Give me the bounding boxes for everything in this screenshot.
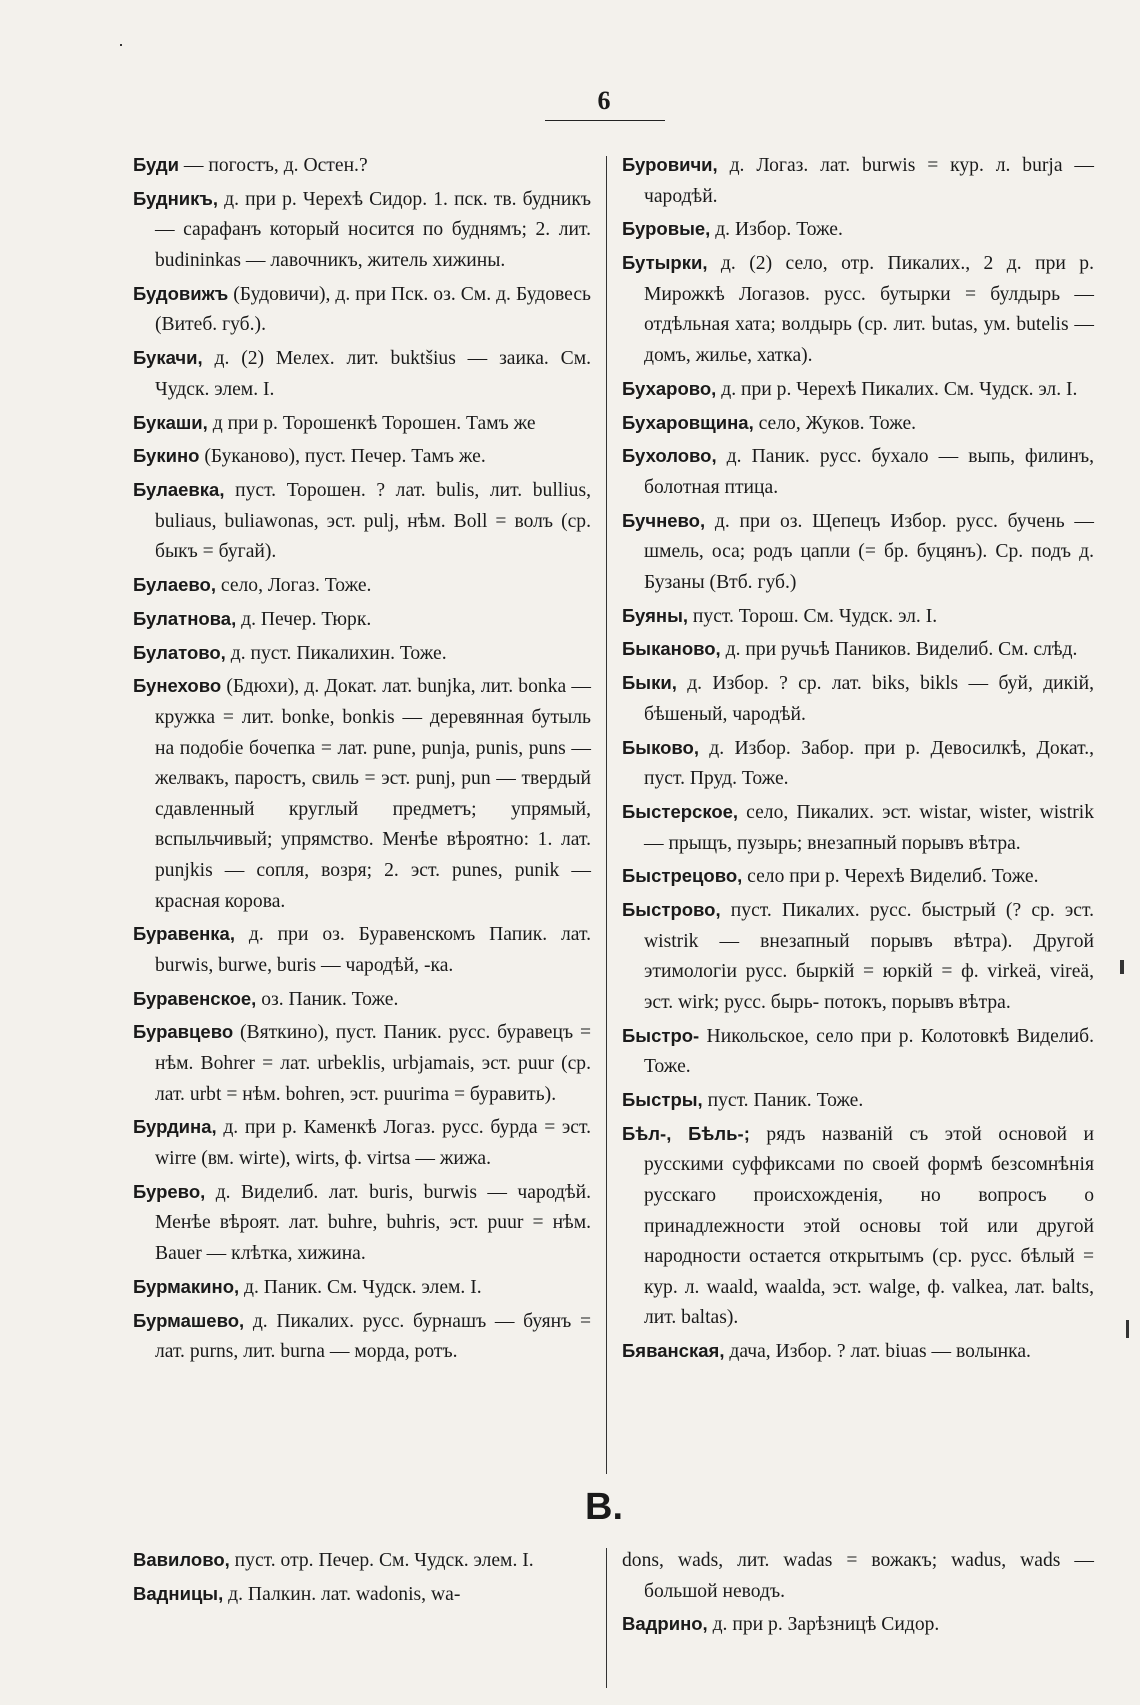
dictionary-entry: [133, 408, 591, 440]
entry-headword: Буравенское,: [133, 987, 257, 1009]
dictionary-entry: [622, 248, 1094, 371]
dictionary-entry: [622, 150, 1094, 212]
bottom-right-column: [622, 1545, 1094, 1643]
entry-headword: Буравенка,: [133, 923, 235, 945]
entry-definition: пуст. Пикалих. русс. быстрый (? ср. эст. wistrik — внезапный порывъ вѣтра). Другой этимологіи русс. быркій = юркій = ф. virkeä, vireä, эст. wirk; русс. бырь- потокъ, порывъ вѣтра.: [644, 900, 1094, 1013]
entry-headword: Будовижъ: [133, 282, 229, 304]
dictionary-entry: [622, 1336, 1094, 1368]
header-rule: [545, 120, 665, 121]
entry-definition: (Будовичи), д. при Пск. оз. См. д. Будовесь (Витеб. губ.).: [155, 283, 591, 336]
entry-headword: Будникъ,: [133, 187, 219, 209]
entry-definition: — погостъ, д. Остен.?: [179, 155, 368, 176]
entry-headword: Вадрино,: [622, 1613, 708, 1635]
dictionary-entry: [622, 374, 1094, 406]
entry-definition: д. при р. Черехѣ Сидор. 1. пск. тв. будникъ — сарафанъ который носится по буднямъ; 2. лит. budininkas — лавочникъ, житель хижины.: [155, 188, 591, 271]
dictionary-entry: [622, 634, 1094, 666]
dictionary-entry: [622, 214, 1094, 246]
margin-speck: [1120, 960, 1124, 974]
entry-definition: д. Паник. русс. бухало — выпь, филинъ, болотная птица.: [644, 446, 1094, 498]
dictionary-entry: [133, 441, 591, 473]
entry-definition: д. Палкин. лат. wadonis, wa-: [223, 1583, 461, 1605]
section-letter: В.: [585, 1486, 623, 1528]
entry-headword: Булатнова,: [133, 607, 237, 629]
dictionary-entry: [622, 441, 1094, 503]
column-divider: [606, 156, 607, 1474]
dictionary-entry: [133, 343, 591, 405]
left-column: [133, 150, 591, 1370]
entry-definition: (Буканово), пуст. Печер. Тамъ же.: [199, 446, 486, 468]
entry-headword: Букачи,: [133, 347, 203, 369]
entry-headword: Буровичи,: [622, 154, 718, 175]
entry-headword: Булаевка,: [133, 479, 225, 501]
dictionary-entry: [133, 984, 591, 1016]
entry-definition: пуст. Торош. См. Чудск. эл. I.: [688, 605, 938, 627]
entry-definition: д. (2) село, отр. Пикалих., 2 д. при р. Мирожкѣ Логазов. русс. бутырки = булдырь — отдѣльная хата; волдырь (ср. лит. butas, ум. butelis — домъ, жилье, хатка).: [644, 253, 1094, 366]
entry-headword: Быки,: [622, 672, 677, 694]
entry-headword: Бѣл-, Бѣль-;: [622, 1122, 750, 1144]
dictionary-entry: [133, 475, 591, 568]
dictionary-entry: [622, 797, 1094, 859]
dictionary-entry: [133, 919, 591, 981]
entry-headword: Бурмашево,: [133, 1309, 245, 1331]
entry-definition: дача, Избор. ? лат. biuas — волынка.: [724, 1341, 1031, 1363]
dictionary-entry: [622, 1609, 1094, 1641]
dictionary-entry: [622, 408, 1094, 440]
entry-definition: д. (2) Мелех. лит. buktšius — заика. См. Чудск. элем. I.: [155, 348, 591, 400]
dictionary-entry: [622, 668, 1094, 730]
entry-definition: село, Пикалих. эст. wistar, wister, wistrik — прыщъ, пузырь; внезапный порывъ вѣтра.: [644, 801, 1094, 854]
dictionary-entry: [133, 184, 591, 277]
margin-speck: [120, 44, 122, 46]
entry-definition: село при р. Черехѣ Виделиб. Тоже.: [742, 866, 1039, 888]
entry-headword: Бухолово,: [622, 445, 717, 467]
entry-definition: д. при оз. Щепецъ Избор. русс. бучень — шмель, оса; родъ цапли (= бр. буцянъ). Ср. подъ д. Бузаны (Втб. губ.): [644, 510, 1094, 593]
entry-headword: Быстрецово,: [622, 865, 743, 887]
entry-headword: Вавилово,: [133, 1549, 230, 1570]
entry-headword: Бучнево,: [622, 509, 706, 531]
dictionary-entry: [622, 1021, 1094, 1083]
entry-definition: пуст. Торошен. ? лат. bulis, лит. bullius, buliaus, buliawonas, эст. pulj, нѣм. Boll = волъ (ср. быкъ = бугай).: [155, 480, 591, 563]
entry-definition: д. Пикалих. русс. бурнашъ — буянъ = лат. purns, лит. burna — морда, ротъ.: [155, 1310, 591, 1363]
entry-headword: Быково,: [622, 736, 699, 758]
dictionary-entry: [133, 1272, 591, 1304]
dictionary-entry: [133, 638, 591, 670]
dictionary-entry: [622, 1545, 1094, 1607]
page-number: 6: [597, 86, 611, 115]
entry-definition: д. при р. Черехѣ Пикалих. См. Чудск. эл. I.: [716, 378, 1078, 400]
entry-headword: Быстерское,: [622, 800, 739, 822]
dictionary-entry: [133, 1112, 591, 1174]
margin-speck: [1126, 1320, 1129, 1338]
entry-headword: Бухарово,: [622, 377, 717, 399]
dictionary-entry: [133, 1177, 591, 1270]
entry-definition: д. Паник. См. Чудск. элем. I.: [239, 1276, 482, 1298]
entry-headword: Быстрово,: [622, 899, 721, 921]
entry-definition: Никольское, село при р. Колотовкѣ Виделиб. Тоже.: [644, 1025, 1094, 1078]
entry-headword: Буяны,: [622, 604, 689, 626]
entry-definition: д. при р. Зарѣзницѣ Сидор.: [707, 1614, 940, 1636]
entry-headword: Булаево,: [133, 574, 216, 596]
entry-definition: пуст. отр. Печер. См. Чудск. элем. I.: [229, 1550, 534, 1571]
entry-headword: Булатово,: [133, 641, 226, 663]
dictionary-entry: [133, 570, 591, 602]
dictionary-entry: [133, 1545, 591, 1577]
bottom-column-divider: [606, 1548, 607, 1688]
entry-definition: д. при ручьѣ Паников. Виделиб. См. слѣд.: [720, 639, 1078, 661]
entry-definition: село, Логаз. Тоже.: [216, 575, 372, 597]
entry-definition: оз. Паник. Тоже.: [256, 988, 399, 1010]
entry-headword: Бяванская,: [622, 1340, 725, 1362]
entry-headword: Быстры,: [622, 1089, 703, 1111]
dictionary-entry: [133, 150, 591, 182]
entry-definition: (Вяткино), пуст. Паник. русс. буравецъ = нѣм. Bohrer = лат. urbeklis, urbjamais, эст. puur (ср. лат. urbt = нѣм. bohren, эст. puurima = буравить).: [155, 1022, 591, 1105]
entry-definition: пуст. Паник. Тоже.: [702, 1090, 864, 1112]
dictionary-entry: [622, 506, 1094, 599]
entry-headword: Бутырки,: [622, 252, 708, 274]
entry-definition: село, Жуков. Тоже.: [753, 412, 917, 434]
entry-definition: д. Печер. Тюрк.: [236, 608, 372, 630]
entry-headword: Быканово,: [622, 638, 721, 660]
entry-headword: Бурмакино,: [133, 1275, 240, 1297]
entry-headword: Бунехово: [133, 675, 222, 697]
entry-definition: д. Избор. Тоже.: [710, 219, 843, 241]
entry-headword: Букино: [133, 445, 200, 467]
dictionary-entry: [622, 895, 1094, 1018]
entry-definition: dons, wads, лит. wadas = вожакъ; wadus, wads — большой неводъ.: [622, 1550, 1094, 1602]
entry-headword: Бурдина,: [133, 1116, 217, 1138]
dictionary-entry: [133, 1579, 591, 1611]
entry-headword: Бухаровщина,: [622, 411, 754, 433]
entry-definition: д. при оз. Буравенскомъ Папик. лат. burwis, burwe, buris — чародѣй, -ка.: [155, 924, 591, 976]
dictionary-entry: [133, 1017, 591, 1110]
entry-definition: д. Избор. ? ср. лат. biks, bikls — буй, дикій, бѣшеный, чародѣй.: [644, 673, 1094, 725]
dictionary-entry: [133, 604, 591, 636]
dictionary-entry: [133, 671, 591, 917]
dictionary-entry: [622, 1119, 1094, 1334]
entry-headword: Быстро-: [622, 1024, 700, 1046]
entry-definition: д. Виделиб. лат. buris, burwis — чародѣй. Менѣе вѣроят. лат. buhre, buhris, эст. puur = нѣм. Bauer — клѣтка, хижина.: [155, 1181, 591, 1264]
entry-definition: д. при р. Каменкѣ Логаз. русс. бурда = эст. wirre (вм. wirte), wirts, ф. virtsa — жижа.: [155, 1117, 591, 1170]
entry-headword: Букаши,: [133, 411, 208, 433]
entry-headword: Буди: [133, 154, 179, 175]
dictionary-entry: [133, 1306, 591, 1368]
entry-headword: Буравцево: [133, 1021, 234, 1043]
entry-definition: д. Логаз. лат. burwis = кур. л. burja — чародѣй.: [644, 155, 1094, 207]
dictionary-entry: [622, 861, 1094, 893]
bottom-left-column: [133, 1545, 591, 1613]
entry-headword: Бурево,: [133, 1180, 206, 1202]
dictionary-entry: [133, 279, 591, 341]
dictionary-entry: [622, 601, 1094, 633]
entry-definition: рядъ названій съ этой основой и русскими суффиксами по своей формѣ безсомнѣнія русскаго происхожденія, но вопросъ о принадлежности этой основы той или другой народности остается открытымъ (ср. русс. бѣлый = кур. л. waald, waalda, эст. walge, ф. valkea, лат. balts, лит. baltas).: [644, 1123, 1094, 1329]
entry-headword: Вадницы,: [133, 1582, 224, 1604]
dictionary-entry: [622, 1085, 1094, 1117]
entry-headword: Буровые,: [622, 218, 711, 240]
dictionary-entry: [622, 733, 1094, 795]
right-column: [622, 150, 1094, 1370]
entry-definition: д при р. Торошенкѣ Торошен. Тамъ же: [207, 412, 536, 434]
entry-definition: д. Избор. Забор. при р. Девосилкѣ, Докат., пуст. Пруд. Тоже.: [644, 737, 1094, 790]
entry-definition: д. пуст. Пикалихин. Тоже.: [225, 642, 447, 664]
entry-definition: (Бдюхи), д. Докат. лат. bunjka, лит. bonka — кружка = лит. bonke, bonkis — деревянная бутыль на подобіе бочепка = лат. pune, punja, punis, puns — желвакъ, паростъ, свиль = эст. punj, pun — твердый сдавленный круглый предметъ; упрямый, вспыльчивый; упрямство. Менѣе вѣроятно: 1. лат. punjkis — сопля, возря; 2. эст. punes, punik — красная корова.: [155, 676, 591, 912]
